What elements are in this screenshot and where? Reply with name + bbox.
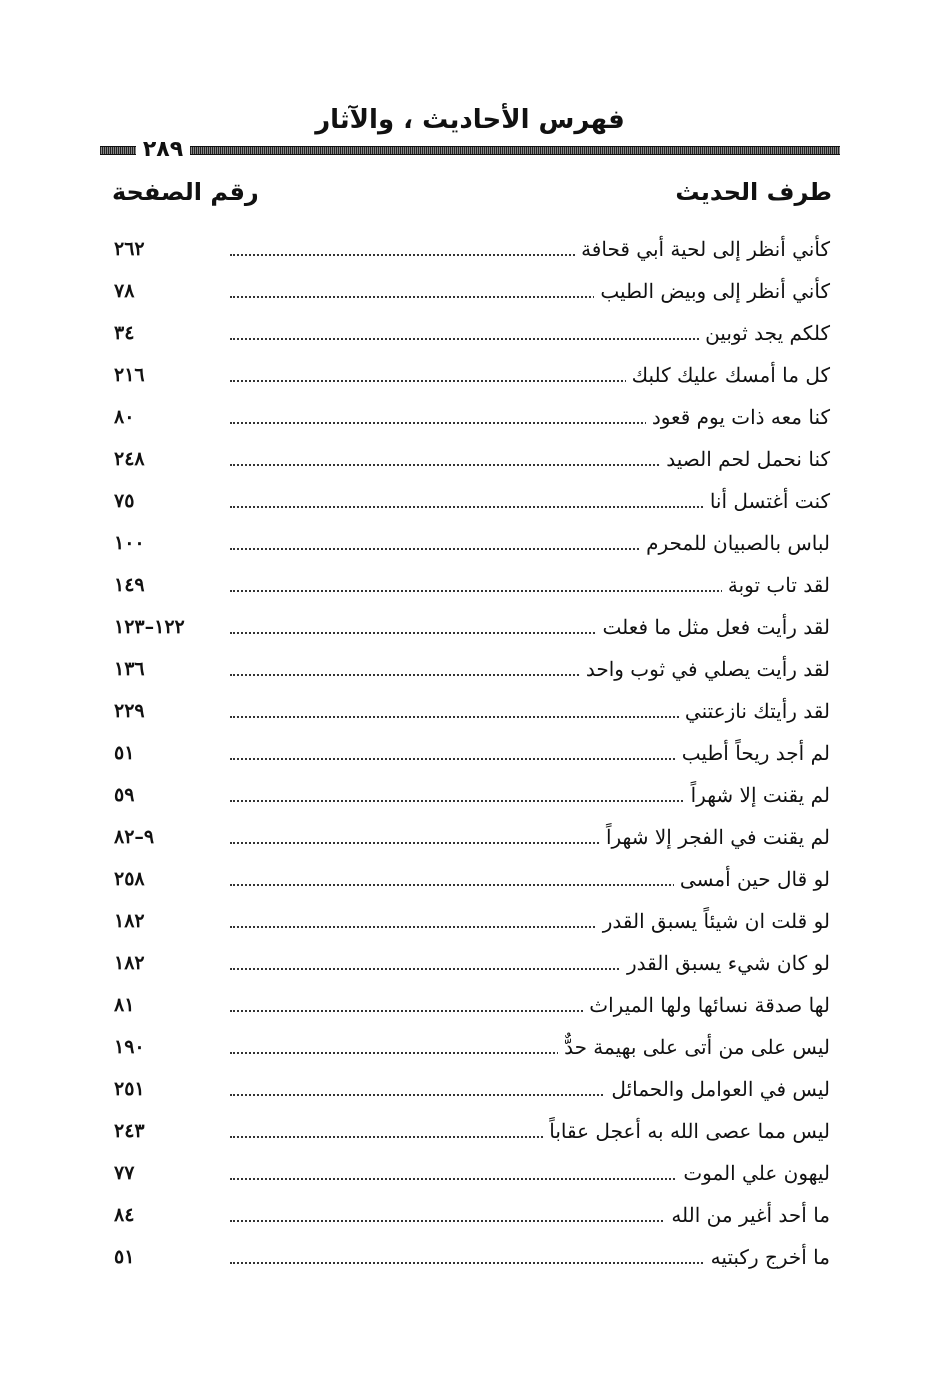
hadith-text: لها صدقة نسائها ولها الميراث <box>583 984 830 1026</box>
page-ref: ٢٥١ <box>114 1078 145 1100</box>
page-ref: ١٤٩ <box>114 574 145 596</box>
page-ref: ١٣٦ <box>114 658 145 680</box>
index-entry <box>100 564 840 606</box>
page-ref: ٢٤٨ <box>114 448 145 470</box>
page-ref: ٨٠ <box>114 406 135 428</box>
index-entry <box>100 354 840 396</box>
hadith-text: كنا معه ذات يوم قعود <box>646 396 830 438</box>
rule-right-segment <box>190 146 840 155</box>
index-entry <box>100 900 840 942</box>
index-entry <box>100 858 840 900</box>
hadith-text: كأني أنظر إلى وبيض الطيب <box>594 270 830 312</box>
header-rule <box>100 137 840 162</box>
hadith-text: لم أجد ريحاً أطيب <box>676 732 830 774</box>
hadith-text: كلكم يجد ثوبين <box>699 312 830 354</box>
index-entry <box>100 1194 840 1236</box>
hadith-text: كل ما أمسك عليك كلبك <box>626 354 830 396</box>
hadith-text: لو كان شيء يسبق القدر <box>621 942 830 984</box>
hadith-text: لقد رأيت يصلي في ثوب واحد <box>580 648 830 690</box>
hadith-text: ما أخرج ركبتيه <box>705 1236 830 1278</box>
index-entry <box>100 480 840 522</box>
index-entry <box>100 312 840 354</box>
index-entry <box>100 1236 840 1278</box>
page-ref: ٧٨ <box>114 280 135 302</box>
page-ref: ١٨٢ <box>114 910 145 932</box>
hadith-text: ليس في العوامل والحمائل <box>605 1068 830 1110</box>
index-entry <box>100 270 840 312</box>
page-title: فهرس الأحاديث ، والآثار <box>315 105 625 135</box>
page-ref: ١٠٠ <box>114 532 145 554</box>
page-ref: ١٩٠ <box>114 1036 145 1058</box>
rule-left-segment <box>100 146 136 155</box>
index-entry <box>100 648 840 690</box>
index-entry <box>100 816 840 858</box>
page-ref: ٢٢٩ <box>114 700 145 722</box>
page-column-heading: رقم الصفحة <box>112 178 259 206</box>
page-ref: ٥١ <box>114 742 135 764</box>
hadith-text: لقد رأيت فعل مثل ما فعلت <box>597 606 830 648</box>
page-ref: ٢١٦ <box>114 364 145 386</box>
index-entry <box>100 1068 840 1110</box>
hadith-text: لقد تاب توبة <box>722 564 830 606</box>
page-ref: ١٨٢ <box>114 952 145 974</box>
index-entry <box>100 984 840 1026</box>
hadith-text: لقد رأيتك نازعتني <box>679 690 830 732</box>
hadith-text: ما أحد أغير من الله <box>665 1194 830 1236</box>
hadith-text: لباس بالصبيان للمحرم <box>640 522 830 564</box>
index-entry <box>100 606 840 648</box>
hadith-text: لم يقنت إلا شهراً <box>685 774 830 816</box>
page-ref: ٥١ <box>114 1246 135 1268</box>
index-entry <box>100 690 840 732</box>
index-entry <box>100 438 840 480</box>
hadith-text: كأني أنظر إلى لحية أبي قحافة <box>575 228 830 270</box>
hadith-text: لو قلت ان شيئاً يسبق القدر <box>597 900 830 942</box>
index-entry <box>100 228 840 270</box>
page-ref: ١٢٢–١٢٣ <box>114 616 185 638</box>
page-ref: ٩–٨٢ <box>114 826 155 848</box>
page-ref: ٧٧ <box>114 1162 135 1184</box>
index-entry <box>100 522 840 564</box>
hadith-text: كنا نحمل لحم الصيد <box>660 438 830 480</box>
hadith-text: ليس على من أتى على بهيمة حدٌّ <box>558 1026 830 1068</box>
page-ref: ٥٩ <box>114 784 135 806</box>
hadith-text: لو قال حين أمسى <box>674 858 830 900</box>
index-entry <box>100 942 840 984</box>
page-ref: ٣٤ <box>114 322 135 344</box>
hadith-column-heading: طرف الحديث <box>675 178 832 206</box>
index-entry <box>100 396 840 438</box>
hadith-text: لم يقنت في الفجر إلا شهراً <box>600 816 830 858</box>
page-number: ٢٨٩ <box>142 137 184 162</box>
hadith-text: ليس مما عصى الله به أعجل عقاباً <box>543 1110 830 1152</box>
page-ref: ٢٦٢ <box>114 238 145 260</box>
index-entry <box>100 1152 840 1194</box>
index-entry <box>100 1110 840 1152</box>
page-ref: ٢٤٣ <box>114 1120 145 1142</box>
hadith-text: كنت أغتسل أنا <box>704 480 830 522</box>
page-ref: ٨١ <box>114 994 135 1016</box>
hadith-text: ليهون علي الموت <box>677 1152 830 1194</box>
page-ref: ٢٥٨ <box>114 868 145 890</box>
index-list <box>100 228 840 1278</box>
index-entry <box>100 774 840 816</box>
page-ref: ٨٤ <box>114 1204 135 1226</box>
index-entry <box>100 1026 840 1068</box>
index-entry <box>100 732 840 774</box>
page-ref: ٧٥ <box>114 490 135 512</box>
